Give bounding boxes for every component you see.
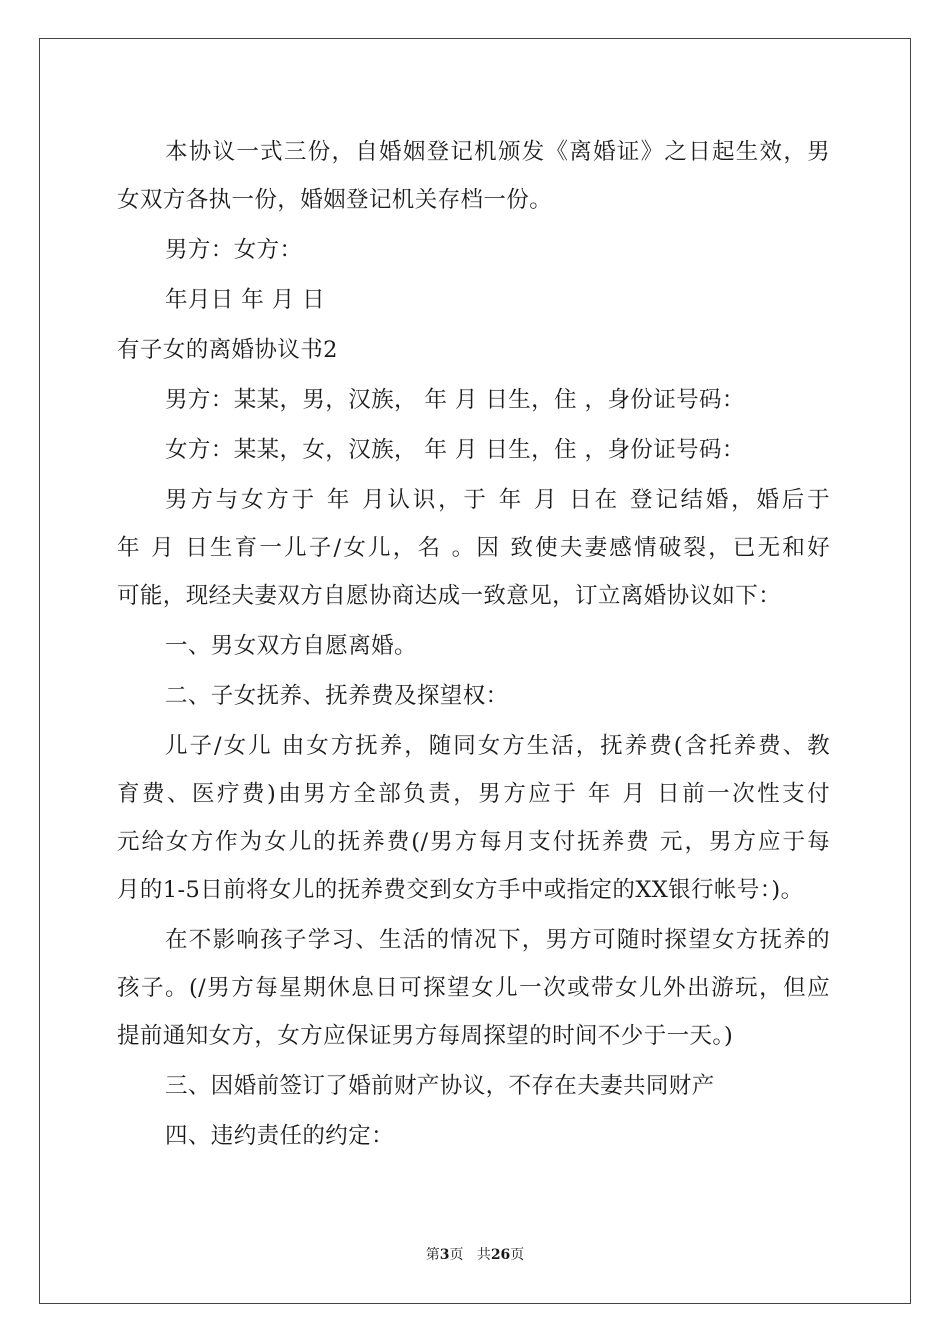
page-suffix: 页 [449, 1247, 464, 1263]
page-number: 3 [439, 1247, 450, 1263]
paragraph-line: 年月日 年 月 日 [165, 287, 326, 313]
total-suffix: 页 [510, 1247, 525, 1263]
paragraph-line: 提前通知女方，女方应保证男方每周探望的时间不少于一天。) [117, 1023, 734, 1049]
paragraph-line: 年 月 日生育一儿子/女儿，名 。因 致使夫妻感情破裂，已无和好 [117, 535, 830, 561]
paragraph-line: 女方：某某，女，汉族， 年 月 日生，住 ，身份证号码： [165, 437, 745, 463]
paragraph-line: 可能，现经夫妻双方自愿协商达成一致意见，订立离婚协议如下： [117, 583, 782, 609]
paragraph-line: 二、子女抚养、抚养费及探望权： [165, 683, 509, 709]
paragraph-line: 三、因婚前签订了婚前财产协议，不存在夫妻共同财产 [165, 1073, 715, 1099]
paragraph-line: 男方：女方： [165, 237, 303, 263]
paragraph-line: 女双方各执一份，婚姻登记机关存档一份。 [117, 187, 553, 213]
paragraph-line: 儿子/女儿 由女方抚养，随同女方生活，抚养费(含托养费、教 [165, 733, 830, 759]
paragraph-line: 在不影响孩子学习、生活的情况下，男方可随时探望女方抚养的 [165, 927, 830, 953]
paragraph-line: 孩子。(/男方每星期休息日可探望女儿一次或带女儿外出游玩，但应 [117, 975, 830, 1001]
page-footer [0, 1245, 950, 1265]
page-prefix: 第 [425, 1247, 440, 1263]
paragraph-line: 元给女方作为女儿的抚养费(/男方每月支付抚养费 元，男方应于每 [117, 829, 830, 855]
paragraph-line: 男方：某某，男，汉族， 年 月 日生，住 ，身份证号码： [165, 387, 745, 413]
paragraph-line: 一、男女双方自愿离婚。 [165, 633, 417, 659]
paragraph-line: 本协议一式三份，自婚姻登记机颁发《离婚证》之日起生效，男 [165, 139, 830, 165]
paragraph-line: 男方与女方于 年 月认识，于 年 月 日在 登记结婚，婚后于 [165, 487, 830, 513]
section-heading: 有子女的离婚协议书2 [117, 337, 338, 363]
paragraph-line: 四、违约责任的约定： [165, 1123, 395, 1149]
total-pages: 26 [490, 1247, 511, 1263]
paragraph-line: 月的1-5日前将女儿的抚养费交到女方手中或指定的XX银行帐号：)。 [117, 877, 804, 903]
paragraph-line: 育费、医疗费)由男方全部负责，男方应于 年 月 日前一次性支付 [117, 781, 830, 807]
total-prefix: 共 [476, 1247, 491, 1263]
